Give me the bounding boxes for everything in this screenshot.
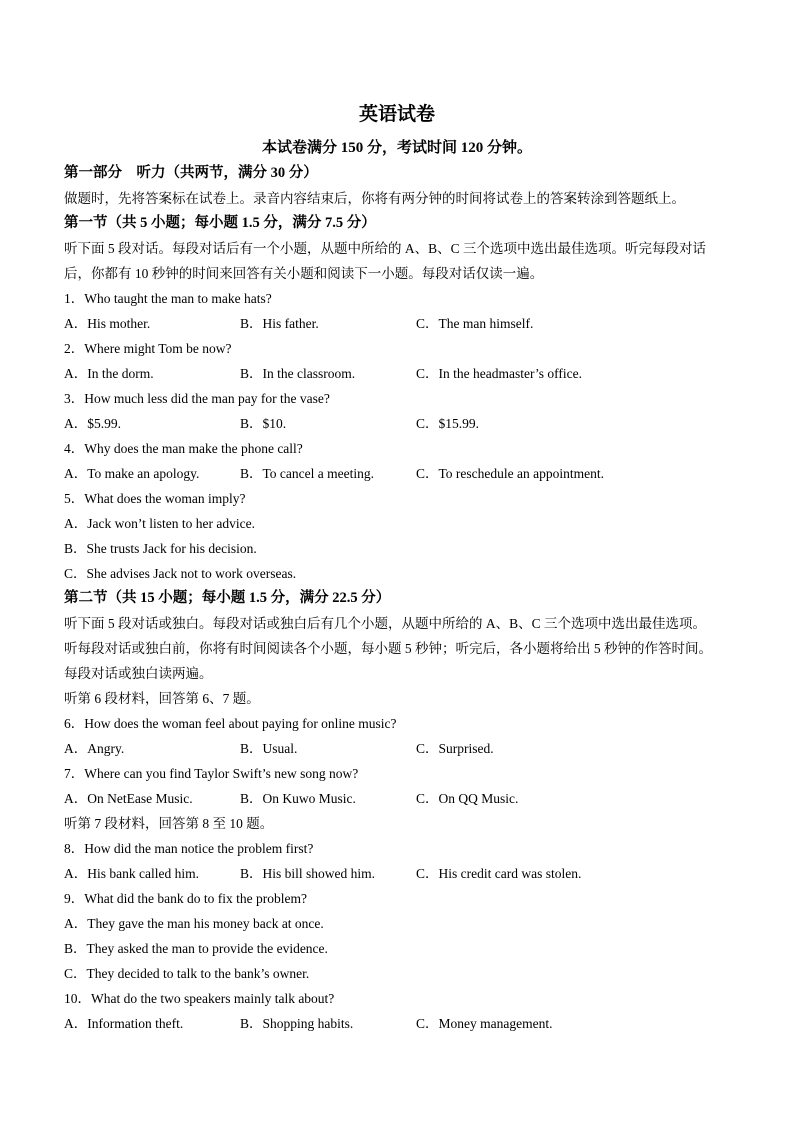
question-3-stem: 3．How much less did the man pay for the vase? <box>64 391 330 406</box>
question-4-option-b: B．To cancel a meeting. <box>240 466 375 481</box>
part1-instruction: 做题时，先将答案标在试卷上。录音内容结束后，你将有两分钟的时间将试卷上的答案转涂到答题纸上。 <box>64 191 685 206</box>
question-4-option-a: A．To make an apology. <box>64 466 200 481</box>
exam-content <box>64 161 754 1036</box>
question-2-option-b: B．In the classroom. <box>240 366 356 381</box>
question-9-option-a: A．They gave the man his money back at once. <box>64 916 324 931</box>
question-1-options <box>64 311 754 336</box>
question-4-stem: 4．Why does the man make the phone call? <box>64 441 303 456</box>
question-5-stem: 5．What does the woman imply? <box>64 491 246 506</box>
question-9-stem: 9．What did the bank do to fix the problem? <box>64 891 307 906</box>
question-2-stem: 2．Where might Tom be now? <box>64 341 232 356</box>
question-7-stem: 7．Where can you find Taylor Swift’s new song now? <box>64 766 359 781</box>
question-2-option-a: A．In the dorm. <box>64 366 154 381</box>
question-8-option-a: A．His bank called him. <box>64 866 199 881</box>
material-7-note: 听第 7 段材料，回答第 8 至 10 题。 <box>64 816 274 831</box>
question-5-option-b: B．She trusts Jack for his decision. <box>64 541 257 556</box>
question-4-option-c: C．To reschedule an appointment. <box>416 466 605 481</box>
question-1-option-a: A．His mother. <box>64 316 151 331</box>
question-8-option-b: B．His bill showed him. <box>240 866 376 881</box>
question-10-stem: 10．What do the two speakers mainly talk about? <box>64 991 335 1006</box>
question-7-option-a: A．On NetEase Music. <box>64 791 193 806</box>
question-6-stem: 6．How does the woman feel about paying for online music? <box>64 716 397 731</box>
question-8-stem: 8．How did the man notice the problem first? <box>64 841 314 856</box>
part1-heading: 第一部分 听力（共两节，满分 30 分） <box>64 165 318 181</box>
question-7-option-b: B．On Kuwo Music. <box>240 791 356 806</box>
question-5-option-a: A．Jack won’t listen to her advice. <box>64 516 255 531</box>
page-subtitle: 本试卷满分 150 分，考试时间 120 分钟。 <box>261 140 532 156</box>
question-8-options <box>64 861 754 886</box>
section2-instruction-line1: 听下面 5 段对话或独白。每段对话或独白后有几个小题，从题中所给的 A、B、C 三个选项中选出最佳选项。 <box>64 616 707 631</box>
section2-heading: 第二节（共 15 小题；每小题 1.5 分，满分 22.5 分） <box>64 590 391 606</box>
question-1-option-b: B．His father. <box>240 316 319 331</box>
question-2-options <box>64 361 754 386</box>
section2-instruction-line2: 听每段对话或独白前，你将有时间阅读各个小题，每小题 5 秒钟；听完后，各小题将给出 5 秒钟的作答时间。 <box>64 641 712 656</box>
question-10-option-c: C．Money management. <box>416 1016 553 1031</box>
question-7-options <box>64 786 754 811</box>
question-6-options <box>64 736 754 761</box>
question-5-option-c: C．She advises Jack not to work overseas. <box>64 566 297 581</box>
question-4-options <box>64 461 754 486</box>
question-9-option-b: B．They asked the man to provide the evidence. <box>64 941 328 956</box>
section1-instruction-line2: 后，你都有 10 秒钟的时间来回答有关小题和阅读下一小题。每段对话仅读一遍。 <box>64 266 544 281</box>
section1-instruction-line1: 听下面 5 段对话。每段对话后有一个小题，从题中所给的 A、B、C 三个选项中选出最佳选项。听完每段对话 <box>64 241 707 256</box>
question-6-option-b: B．Usual. <box>240 741 298 756</box>
section1-heading: 第一节（共 5 小题；每小题 1.5 分，满分 7.5 分） <box>64 215 376 231</box>
question-2-option-c: C．In the headmaster’s office. <box>416 366 582 381</box>
question-3-option-c: C．$15.99. <box>416 416 480 431</box>
question-6-option-c: C．Surprised. <box>416 741 494 756</box>
question-10-option-b: B．Shopping habits. <box>240 1016 354 1031</box>
material-6-note: 听第 6 段材料，回答第 6、7 题。 <box>64 691 260 706</box>
question-10-options <box>64 1011 754 1036</box>
question-10-option-a: A．Information theft. <box>64 1016 184 1031</box>
section2-instruction-line3: 每段对话或独白读两遍。 <box>64 666 213 681</box>
question-3-option-b: B．$10. <box>240 416 287 431</box>
question-9-option-c: C．They decided to talk to the bank’s owner. <box>64 966 310 981</box>
page-title: 英语试卷 <box>358 104 435 125</box>
question-1-option-c: C．The man himself. <box>416 316 534 331</box>
question-3-options <box>64 411 754 436</box>
question-8-option-c: C．His credit card was stolen. <box>416 866 582 881</box>
question-7-option-c: C．On QQ Music. <box>416 791 519 806</box>
question-3-option-a: A．$5.99. <box>64 416 121 431</box>
question-6-option-a: A．Angry. <box>64 741 125 756</box>
question-1-stem: 1．Who taught the man to make hats? <box>64 291 272 306</box>
